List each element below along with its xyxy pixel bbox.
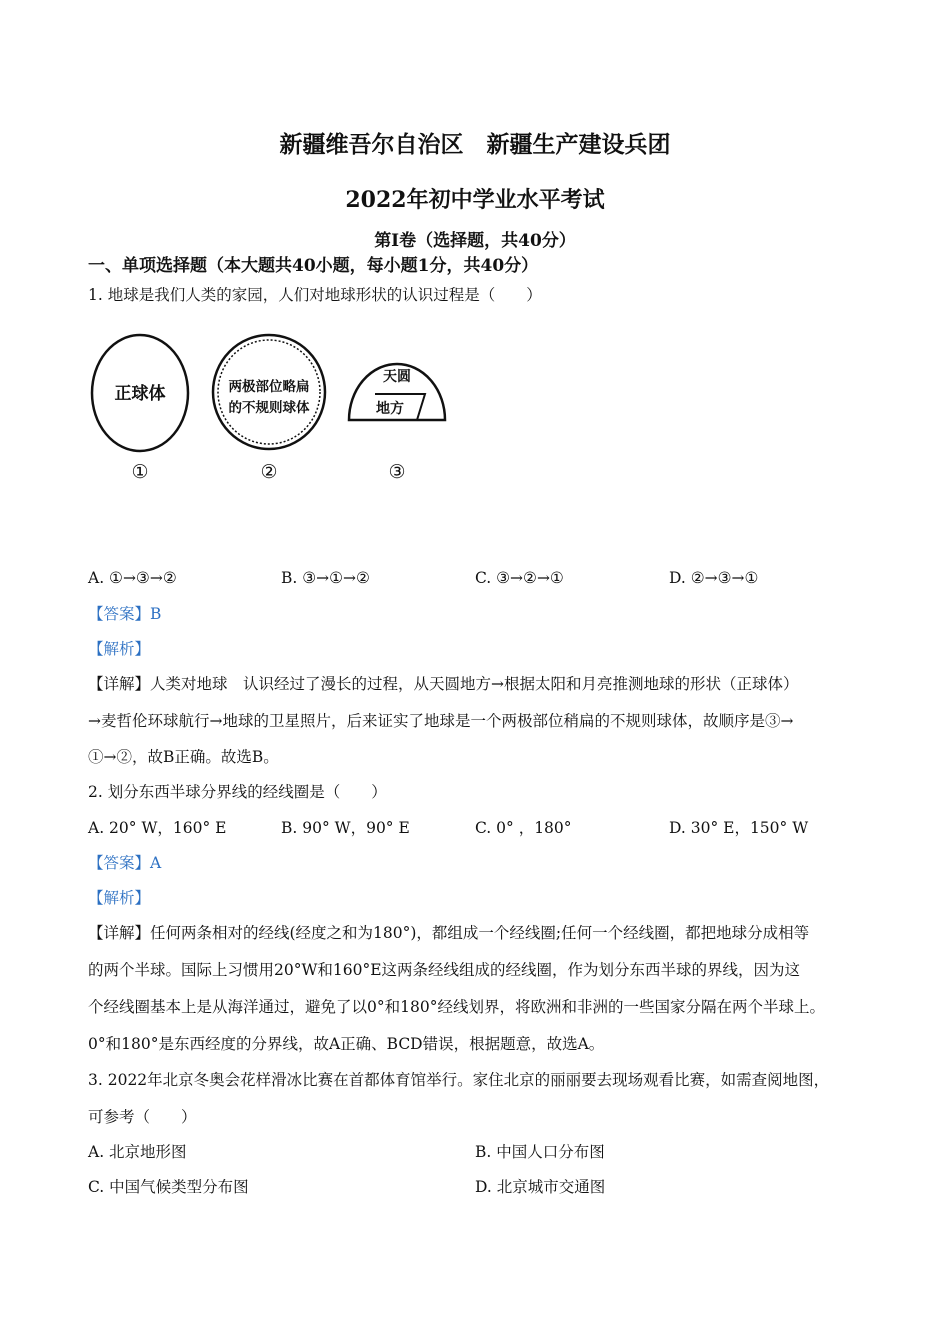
exam-title: 2022年初中学业水平考试 — [345, 187, 605, 213]
q2-answer: 【答案】A — [88, 854, 162, 872]
q2-analysis-label: 【解析】 — [88, 889, 151, 907]
q3-option-c: C. 中国气候类型分布图 — [88, 1178, 249, 1196]
section-heading: 一、单项选择题（本大题共40小题，每小题1分，共40分） — [88, 256, 539, 276]
q1-detail-line: →麦哲伦环球航行→地球的卫星照片，后来证实了地球是一个两极部位稍扁的不规则球体，故顺序是③→ — [88, 712, 794, 730]
fig2-label-line1: 两极部位略扁 — [228, 379, 310, 395]
q2-detail-line: 个经线圈基本上是从海洋通过，避免了以0°和180°经线划界，将欧洲和非洲的一些国家分隔在两个半球上。 — [88, 998, 825, 1016]
fig2-number: ② — [260, 461, 278, 483]
fig1-number: ① — [131, 461, 149, 483]
q1-answer: 【答案】B — [88, 605, 162, 623]
q1-stem: 1. 地球是我们人类的家园，人们对地球形状的认识过程是（ ） — [88, 286, 542, 304]
q1-detail-line: 【详解】人类对地球 认识经过了漫长的过程，从天圆地方→根据太阳和月亮推测地球的形状（正球体） — [88, 675, 799, 693]
fig3-number: ③ — [388, 461, 406, 483]
fig3-label-top: 天圆 — [383, 369, 411, 385]
q2-stem: 2. 划分东西半球分界线的经线圈是（ ） — [88, 783, 387, 801]
q2-detail-line: 【详解】任何两条相对的经线(经度之和为180°)，都组成一个经线圈;任何一个经线圈，都把地球分成相等 — [88, 924, 810, 942]
q1-earth-shape-figure — [85, 328, 465, 493]
fig2-label-line2: 的不规则球体 — [228, 400, 310, 416]
q1-option-c: C. ③→②→① — [475, 569, 564, 587]
fig1-label: 正球体 — [114, 384, 166, 404]
q3-stem: 3. 2022年北京冬奥会花样滑冰比赛在首都体育馆举行。家住北京的丽丽要去现场观看比赛，如需查阅地图， — [88, 1071, 830, 1089]
fig3-label-bottom: 地方 — [376, 401, 404, 417]
q3-option-d: D. 北京城市交通图 — [475, 1178, 606, 1196]
q2-detail-line: 的两个半球。国际上习惯用20°W和160°E这两条经线组成的经线圈，作为划分东西半球的界线，因为这 — [88, 961, 801, 979]
q3-option-a: A. 北京地形图 — [88, 1143, 187, 1161]
q1-option-d: D. ②→③→① — [669, 569, 759, 587]
q3-stem-cont: 可参考（ ） — [88, 1108, 197, 1126]
volume-heading: 第Ⅰ卷（选择题，共40分） — [374, 231, 576, 251]
q2-option-c: C. 0° ，180° — [475, 819, 572, 837]
q1-option-a: A. ①→③→② — [88, 569, 177, 587]
q2-detail-line: 0°和180°是东西经度的分界线，故A正确、BCD错误，根据题意，故选A。 — [88, 1035, 605, 1053]
q2-option-d: D. 30° E，150° W — [669, 819, 809, 837]
q2-option-b: B. 90° W，90° E — [281, 819, 410, 837]
q2-option-a: A. 20° W，160° E — [88, 819, 227, 837]
q1-detail-line: ①→②，故B正确。故选B。 — [88, 748, 279, 766]
q1-analysis-label: 【解析】 — [88, 640, 151, 658]
q3-option-b: B. 中国人口分布图 — [475, 1143, 605, 1161]
page-title: 新疆维吾尔自治区 新疆生产建设兵团 — [279, 131, 671, 158]
q1-option-b: B. ③→①→② — [281, 569, 370, 587]
